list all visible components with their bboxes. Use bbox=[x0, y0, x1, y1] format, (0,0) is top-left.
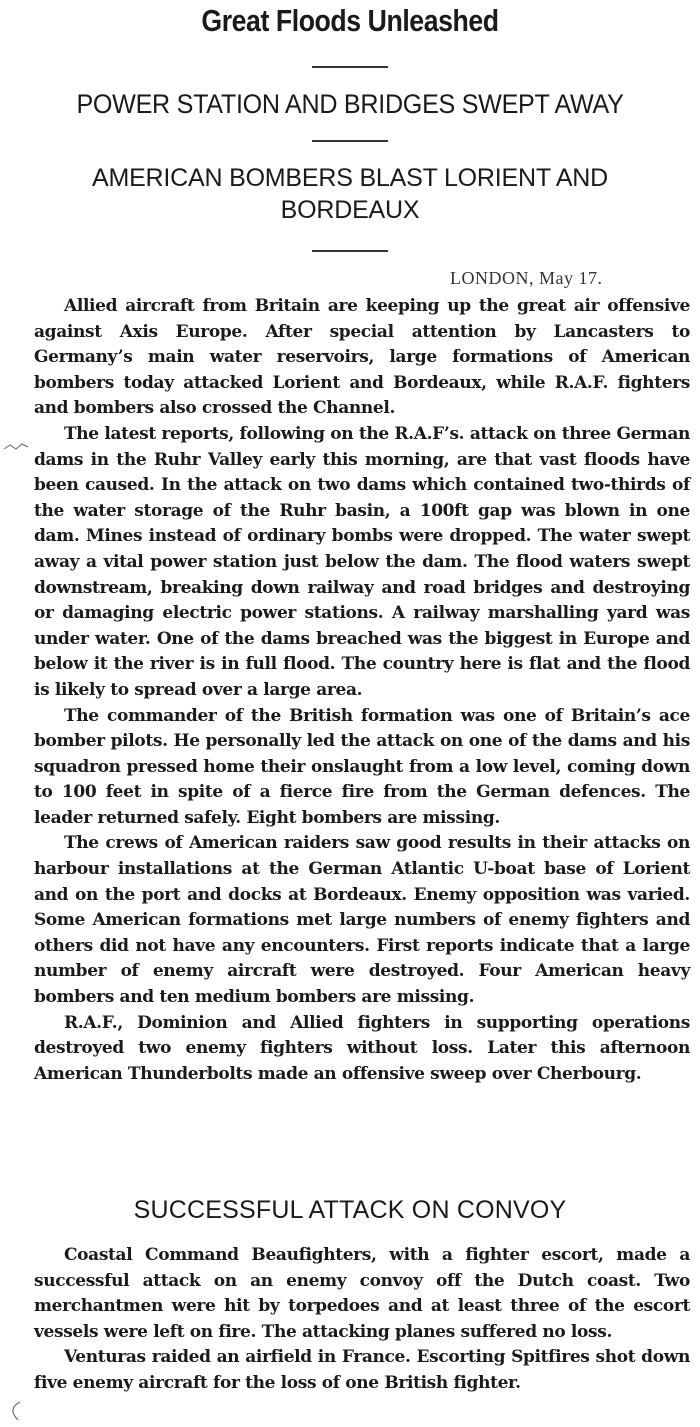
deck-headline-power-station: POWER STATION AND BRIDGES SWEPT AWAY bbox=[76, 89, 624, 119]
article-body-convoy bbox=[34, 1243, 690, 1397]
headline: Great Floods Unleashed bbox=[201, 3, 499, 38]
margin-mark bbox=[2, 1400, 24, 1422]
subheading-convoy: SUCCESSFUL ATTACK ON CONVOY bbox=[133, 1196, 567, 1224]
paragraph: The crews of American raiders saw good results in their attacks on harbour installations at the German Atlantic U-boat base of Lorient and on the port and docks at Bordeaux. Enemy opposition was varied. Some American formations met large numbers of enemy fighters and others did not have any encounters. First reports indicate that a large number of enemy aircraft were destroyed. Four American heavy bombers and ten medium bombers are missing. bbox=[34, 833, 690, 1008]
divider-rule bbox=[312, 66, 388, 68]
article-body bbox=[34, 294, 690, 1087]
paragraph: The latest reports, following on the R.A.F’s. attack on three German dams in the Ruhr Valley early this morning, are that vast floods have been caused. In the attack on two dams which contained two-thirds of the water storage of the Ruhr basin, a 100ft gap was blown in one dam. Mines instead of ordinary bombs were dropped. The water swept away a vital power station just below the dam. The flood waters swept downstream, breaking down railway and road bridges and destroying or damaging electric power stations. A railway marshalling yard was under water. One of the dams breached was the biggest in Europe and below it the river is in full flood. The country here is flat and the flood is likely to spread over a large area. bbox=[34, 423, 690, 700]
dateline: LONDON, May 17. bbox=[450, 268, 603, 288]
paragraph: The commander of the British formation was one of Britain’s ace bomber pilots. He personally led the attack on one of the dams and his squadron pressed home their onslaught from a low level, coming down to 100 feet in spite of a fierce fire from the German defences. The leader returned safely. Eight bombers are missing. bbox=[34, 705, 690, 828]
paragraph: Venturas raided an airfield in France. Escorting Spitfires shot down five enemy aircraft for the loss of one British fighter. bbox=[34, 1347, 690, 1393]
paragraph: Coastal Command Beaufighters, with a fighter escort, made a successful attack on an enemy convoy off the Dutch coast. Two merchantmen were hit by torpedoes and at least three of the escort vessels were left on fire. The attacking planes suffered no loss. bbox=[34, 1245, 690, 1342]
divider-rule bbox=[312, 250, 388, 252]
divider-rule bbox=[312, 140, 388, 142]
paragraph: R.A.F., Dominion and Allied fighters in supporting operations destroyed two enemy fighters without loss. Later this afternoon American Thunderbolts made an offensive sweep over Cherbourg. bbox=[34, 1012, 690, 1084]
paragraph: Allied aircraft from Britain are keeping up the great air offensive against Axis Europe. After special attention by Lancasters to Germany’s main water reservoirs, large formations of American bombers today attacked Lorient and Bordeaux, while R.A.F. fighters and bombers also crossed the Channel. bbox=[34, 296, 690, 419]
margin-mark bbox=[2, 441, 30, 453]
deck-headline-american-bombers: AMERICAN BOMBERS BLAST LORIENT AND BORDEAUX bbox=[91, 164, 608, 224]
